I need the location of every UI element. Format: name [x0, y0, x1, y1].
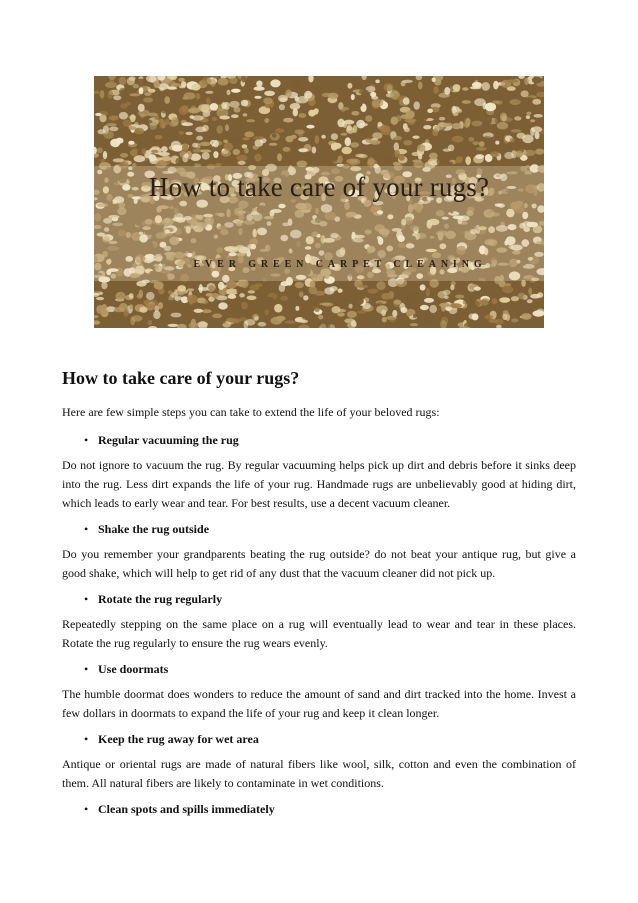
article-title: How to take care of your rugs?	[62, 368, 300, 388]
step-heading-text: Rotate the rug regularly	[98, 592, 223, 606]
hero-title: How to take care of your rugs?	[148, 172, 490, 202]
article	[62, 366, 576, 825]
step-heading-text: Regular vacuuming the rug	[98, 433, 239, 447]
article-intro: Here are few simple steps you can take to extend the life of your beloved rugs:	[62, 405, 440, 419]
bullet-icon: •	[84, 522, 89, 536]
step-heading-text: Keep the rug away for wet area	[98, 732, 259, 746]
step-heading	[62, 431, 576, 450]
step-3	[62, 660, 576, 723]
step-2	[62, 590, 576, 653]
step-body: The humble doormat does wonders to reduce the amount of sand and dirt tracked into the home. Invest a few dollars in doormats to expand the life of your rug and keep it clean longer.	[62, 687, 576, 720]
step-body: Do you remember your grandparents beating the rug outside? do not beat your antique rug, but give a good shake, which will help to get rid of any dust that the vacuum cleaner did not pick up.	[62, 547, 576, 580]
step-body: Do not ignore to vacuum the rug. By regular vacuuming helps pick up dirt and debris before it sinks deep into the rug. Less dirt expands the life of your rug. Handmade rugs are unbelievably good at hiding dirt, which leads to early wear and tear. For best results, use a decent vacuum cleaner.	[62, 458, 576, 510]
step-body: Antique or oriental rugs are made of natural fibers like wool, silk, cotton and even the combination of them. All natural fibers are likely to contaminate in wet conditions.	[62, 757, 576, 790]
bullet-icon: •	[84, 732, 89, 746]
step-body: Repeatedly stepping on the same place on a rug will eventually lead to wear and tear in these places. Rotate the rug regularly to ensure the rug wears evenly.	[62, 617, 576, 650]
step-heading	[62, 520, 576, 539]
step-1	[62, 520, 576, 583]
bullet-icon: •	[84, 662, 89, 676]
hero-subtitle: EVER GREEN CARPET CLEANING	[193, 259, 487, 270]
hero-carpet-image	[94, 76, 544, 328]
step-heading-text: Shake the rug outside	[98, 522, 210, 536]
step-heading	[62, 590, 576, 609]
step-5	[62, 800, 576, 819]
step-0	[62, 431, 576, 513]
step-heading	[62, 800, 576, 819]
step-heading	[62, 730, 576, 749]
step-heading-text: Use doormats	[98, 662, 169, 676]
step-4	[62, 730, 576, 793]
bullet-icon: •	[84, 592, 89, 606]
bullet-icon: •	[84, 802, 89, 816]
bullet-icon: •	[84, 433, 89, 447]
step-heading-text: Clean spots and spills immediately	[98, 802, 275, 816]
step-heading	[62, 660, 576, 679]
